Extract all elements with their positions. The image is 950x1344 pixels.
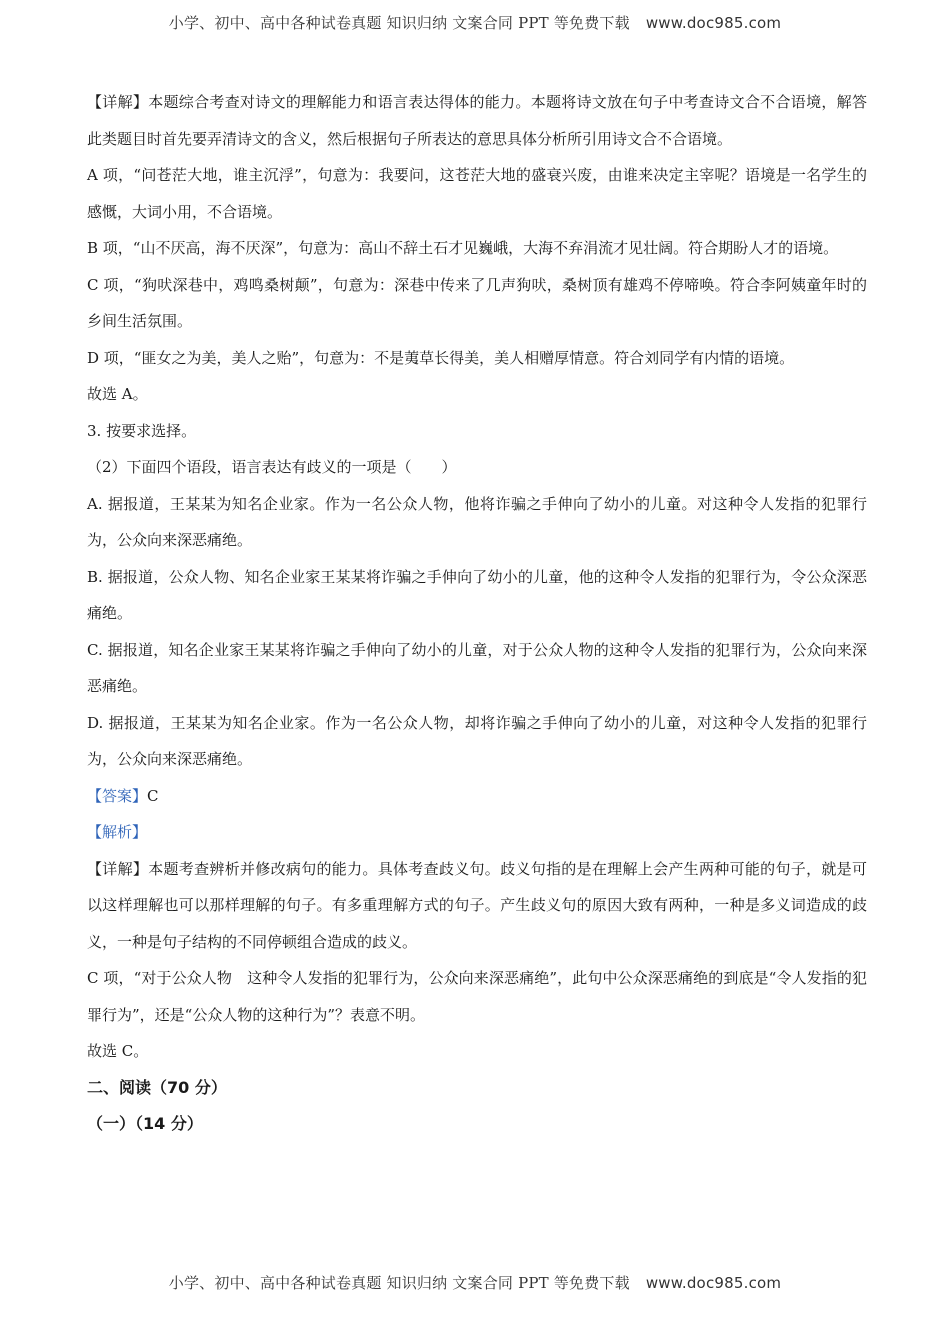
header-text: 小学、初中、高中各种试卷真题 知识归纳 文案合同 PPT 等免费下载 [168, 14, 630, 32]
q3-conclusion: 故选 C。 [87, 1042, 149, 1060]
q3-option-a: A. 据报道，王某某为知名企业家。作为一名公众人物，他将诈骗之手伸向了幼小的儿童。对这种令人发指的犯罪行为，公众向来深恶痛绝。 [87, 494, 867, 549]
q3-option-b: B. 据报道，公众人物、知名企业家王某某将诈骗之手伸向了幼小的儿童，他的这种令人发指的犯罪行为，令公众深恶痛绝。 [87, 567, 867, 622]
q3-option-d: D. 据报道，王某某为知名企业家。作为一名公众人物，却将诈骗之手伸向了幼小的儿童，对这种令人发指的犯罪行为，公众向来深恶痛绝。 [87, 713, 867, 768]
footer-text: 小学、初中、高中各种试卷真题 知识归纳 文案合同 PPT 等免费下载 [168, 1274, 630, 1292]
q2-option-d-analysis: D 项，“匪女之为美，美人之贻”，句意为：不是荑草长得美，美人相赠厚情意。符合刘同学有内情的语境。 [87, 348, 795, 367]
q2-detail-paragraph [87, 84, 867, 157]
page-header [0, 12, 950, 33]
q3-detail-text: 本题考查辨析并修改病句的能力。具体考查歧义句。歧义句指的是在理解上会产生两种可能的句子，就是可以这样理解也可以那样理解的句子。有多重理解方式的句子。产生歧义句的原因大致有两种，一种是多义词造成的歧义，一种是句子结构的不同停顿组合造成的歧义。 [87, 859, 867, 951]
q3-title: 3. 按要求选择。 [87, 421, 197, 440]
page-footer [0, 1272, 950, 1293]
footer-site-link[interactable]: www.doc985.com [645, 1274, 782, 1292]
q3-option-c: C. 据报道，知名企业家王某某将诈骗之手伸向了幼小的儿童，对于公众人物的这种令人发指的犯罪行为，公众向来深恶痛绝。 [87, 640, 867, 695]
q2-conclusion: 故选 A。 [87, 385, 148, 403]
q3-detail-tag: 【详解】 [87, 859, 149, 878]
q2-detail-tag: 【详解】 [87, 93, 149, 111]
answer-value: C [147, 786, 159, 805]
q2-detail-text: 本题综合考查对诗文的理解能力和语言表达得体的能力。本题将诗文放在句子中考查诗文合不合语境，解答此类题目时首先要弄清诗文的含义，然后根据句子所表达的意思具体分析所引用诗文合不合语境。 [87, 93, 867, 148]
analysis-tag: 【解析】 [87, 823, 148, 841]
q2-option-b-analysis: B 项，“山不厌高，海不厌深”，句意为：高山不辞土石才见巍峨，大海不弃涓流才见壮阔。符合期盼人才的语境。 [87, 239, 839, 257]
q2-option-c-analysis: C 项，“狗吠深巷中，鸡鸣桑树颠”，句意为：深巷中传来了几声狗吠，桑树顶有雄鸡不停啼唤。符合李阿姨童年时的乡间生活氛围。 [87, 275, 867, 330]
section-title: 二、阅读（70 分） [87, 1077, 227, 1097]
section-subtitle: （一）（14 分） [87, 1114, 203, 1133]
q3-detail-paragraph [87, 851, 867, 961]
document-body [87, 84, 867, 1143]
answer-tag: 【答案】 [87, 786, 148, 805]
q2-option-a-analysis: A 项，“问苍茫大地，谁主沉浮”，句意为：我要问，这苍茫大地的盛衰兴废，由谁来决定主宰呢？语境是一名学生的感慨，大词小用，不合语境。 [87, 166, 867, 221]
q3-c-explanation: C 项，“对于公众人物 这种令人发指的犯罪行为，公众向来深恶痛绝”，此句中公众深恶痛绝的到底是“令人发指的犯罪行为”，还是“公众人物的这种行为”？表意不明。 [87, 969, 867, 1024]
q3-answer [87, 778, 867, 815]
q3-stem: （2）下面四个语段，语言表达有歧义的一项是（ ） [87, 458, 457, 476]
header-site-link[interactable]: www.doc985.com [645, 14, 782, 32]
